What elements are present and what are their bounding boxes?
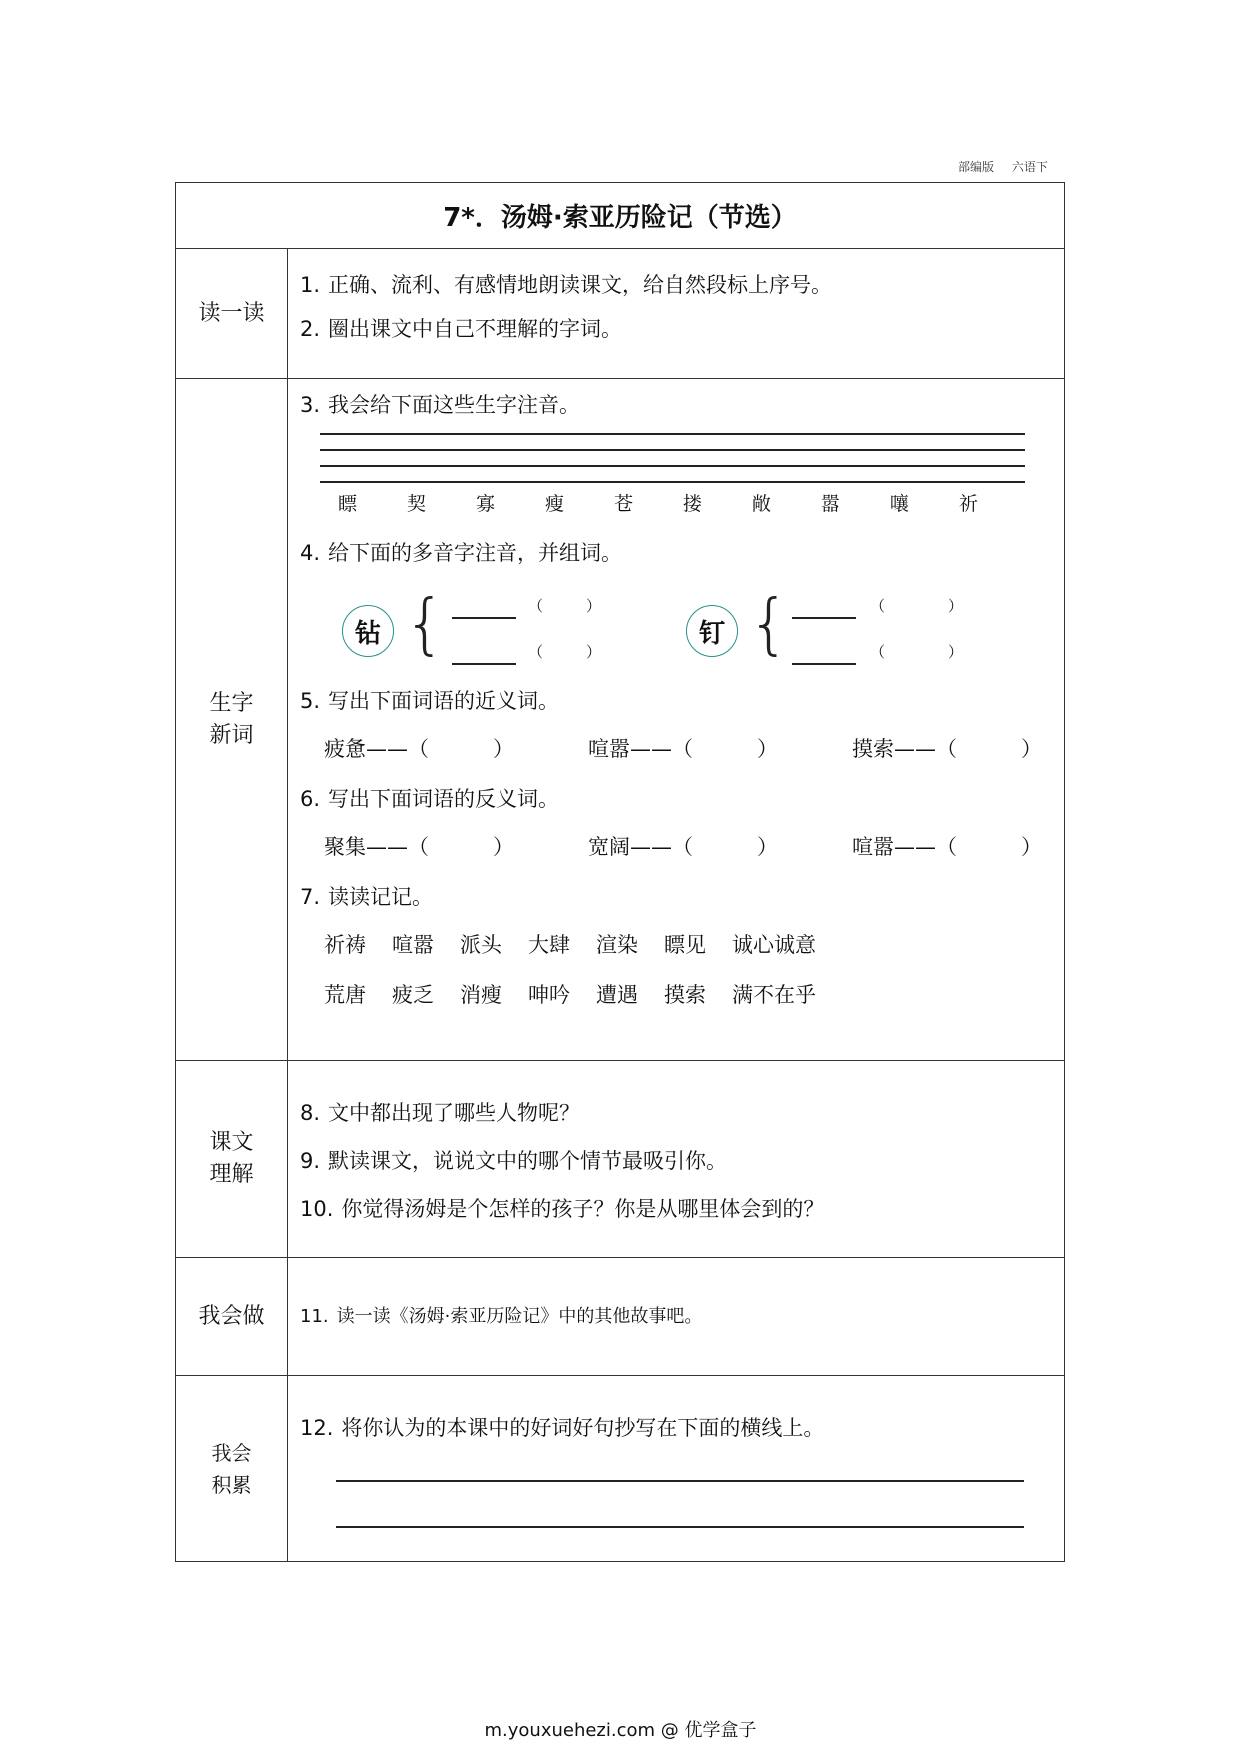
worksheet-table — [175, 182, 1065, 1562]
question-7: 7. 读读记记。 — [300, 885, 434, 909]
row-content-read — [288, 249, 1064, 378]
antonym-item[interactable]: 喧嚣——（ ） — [852, 835, 1042, 859]
word-item: 诚心诚意 — [732, 933, 816, 957]
char-item: 祈 — [958, 493, 978, 515]
answer-line[interactable] — [336, 1526, 1024, 1528]
row-accumulate — [176, 1376, 1064, 1561]
char-item: 寡 — [475, 493, 495, 515]
grade-label: 六语下 — [1011, 160, 1048, 174]
row-understand — [176, 1061, 1064, 1258]
row-read — [176, 249, 1064, 379]
word-item: 大肆 — [528, 933, 570, 957]
word-item: 喧嚣 — [392, 933, 434, 957]
word-item: 满不在乎 — [732, 983, 816, 1007]
row-label-read: 读一读 — [176, 249, 288, 378]
word-item: 摸索 — [664, 983, 706, 1007]
row-label-accumulate: 我会 积累 — [176, 1376, 288, 1561]
word-item: 荒唐 — [324, 983, 366, 1007]
char-item: 嚣 — [820, 493, 840, 515]
char-item: 契 — [406, 493, 426, 515]
question-3: 3. 我会给下面这些生字注音。 — [300, 393, 581, 417]
row-label-understand: 课文 理解 — [176, 1061, 288, 1257]
question-12: 12. 将你认为的本课中的好词好句抄写在下面的横线上。 — [300, 1416, 825, 1440]
polyphone-circle: 钉 — [686, 605, 738, 657]
row-content-do — [288, 1258, 1064, 1375]
word-item: 派头 — [460, 933, 502, 957]
word-list-row-2 — [324, 979, 842, 1009]
synonym-item[interactable]: 疲惫——（ ） — [324, 737, 514, 761]
question-10: 10. 你觉得汤姆是个怎样的孩子？你是从哪里体会到的？ — [300, 1197, 825, 1221]
row-label-do: 我会做 — [176, 1258, 288, 1375]
word-item: 瞟见 — [664, 933, 706, 957]
row-content-words: 3. 我会给下面这些生字注音。 瞟 契 寡 瘦 苍 搂 敞 嚣 嚷 祈 4. 给下面的多音字注音，并组词。 钻 { （ ） （ ） 钉 { （ ） （ ） 5. 写出下面词语的近义词。 疲惫——（ ） 喧嚣——（ ） 摸索——（ ） 6. 写出下面词语的反义词。 聚集——（ ） 宽阔——（ ） 喧嚣——（ ） 7. 读读记记。 祈祷 喧嚣 派头 大肆 渲染 瞟见 诚心诚意 荒唐 疲乏 消瘦 呻吟 遭遇 摸索 满不在乎 — [288, 379, 1064, 1060]
word-item: 遭遇 — [596, 983, 638, 1007]
edition-label: 部编版 — [958, 160, 995, 174]
word-list-row-1 — [324, 929, 842, 959]
row-words — [176, 379, 1064, 1061]
word-item: 呻吟 — [528, 983, 570, 1007]
footer-watermark: m.youxuehezi.com @ 优学盒子 — [484, 1720, 757, 1741]
row-label-words: 生字 新词 — [176, 379, 288, 1060]
row-content-understand — [288, 1061, 1064, 1257]
char-item: 敞 — [751, 493, 771, 515]
question-6: 6. 写出下面词语的反义词。 — [300, 787, 560, 811]
word-item: 渲染 — [596, 933, 638, 957]
char-item: 搂 — [682, 493, 702, 515]
question-2: 2. 圈出课文中自己不理解的字词。 — [300, 317, 623, 341]
char-item: 苍 — [613, 493, 633, 515]
row-content-accumulate — [288, 1376, 1064, 1561]
brace-icon: { — [404, 585, 446, 662]
synonym-item[interactable]: 喧嚣——（ ） — [588, 737, 778, 761]
question-1: 1. 正确、流利、有感情地朗读课文，给自然段标上序号。 — [300, 273, 833, 297]
brace-icon: { — [748, 585, 790, 662]
antonym-item[interactable]: 宽阔——（ ） — [588, 835, 778, 859]
polyphone-circle: 钻 — [342, 605, 394, 657]
word-item: 疲乏 — [392, 983, 434, 1007]
question-8: 8. 文中都出现了哪些人物呢？ — [300, 1101, 581, 1125]
character-list — [338, 489, 978, 516]
question-11: 11. 读一读《汤姆·索亚历险记》中的其他故事吧。 — [300, 1306, 703, 1327]
question-9: 9. 默读课文，说说文中的哪个情节最吸引你。 — [300, 1149, 728, 1173]
question-5: 5. 写出下面词语的近义词。 — [300, 689, 560, 713]
char-item: 瞟 — [338, 493, 358, 515]
answer-line[interactable] — [336, 1480, 1024, 1482]
pinyin-blank[interactable] — [452, 663, 516, 665]
char-item: 嚷 — [889, 493, 909, 515]
pinyin-blank[interactable] — [792, 617, 856, 619]
word-item: 消瘦 — [460, 983, 502, 1007]
question-4: 4. 给下面的多音字注音，并组词。 — [300, 541, 623, 565]
antonym-item[interactable]: 聚集——（ ） — [324, 835, 514, 859]
header-note — [958, 158, 1048, 175]
word-item: 祈祷 — [324, 933, 366, 957]
row-do — [176, 1258, 1064, 1376]
pinyin-blank[interactable] — [452, 617, 516, 619]
synonym-item[interactable]: 摸索——（ ） — [852, 737, 1042, 761]
char-item: 瘦 — [544, 493, 564, 515]
pinyin-blank[interactable] — [792, 663, 856, 665]
lesson-title: 7*．汤姆·索亚历险记（节选） — [176, 183, 1064, 249]
